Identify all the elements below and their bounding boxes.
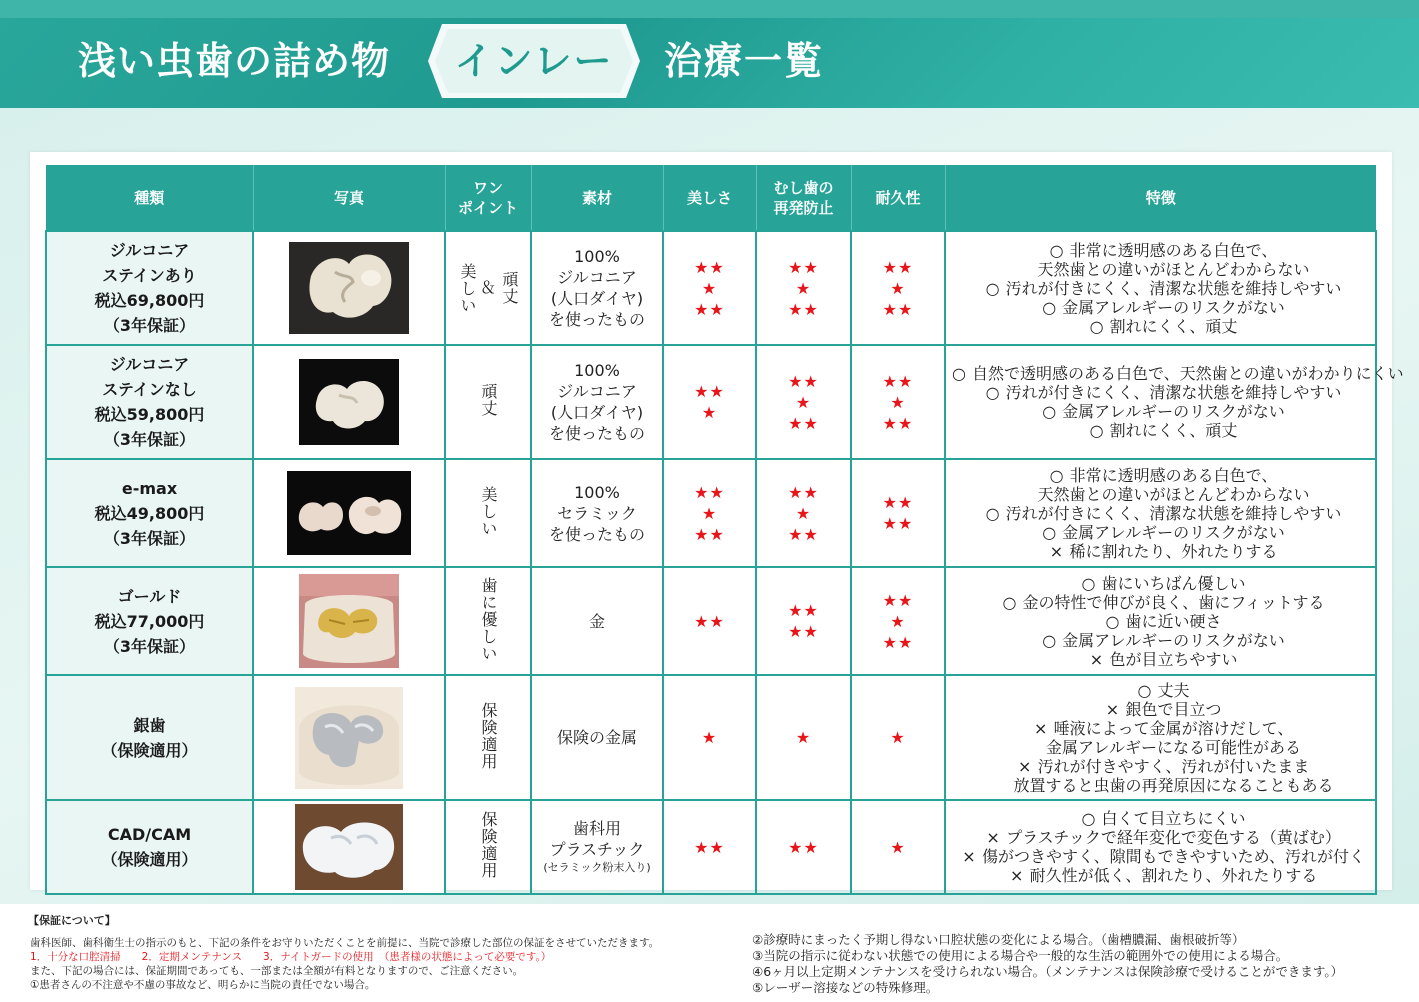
feature-item: ○ 金属アレルギーのリスクがない xyxy=(1042,297,1285,317)
table-row xyxy=(46,800,1376,894)
prevent-rating: ★★ ★ ★★ xyxy=(756,345,851,459)
feature-item-cont: 天然歯との違いがほとんどわからない xyxy=(1037,259,1310,279)
warranty-conditions xyxy=(30,936,659,992)
warranty-line: ③当院の指示に従わない状態での使用による場合や一般的な生活の範囲外での使用による場合。 xyxy=(752,948,1289,963)
photo-cell xyxy=(253,231,445,345)
warranty-exclusions xyxy=(752,932,1343,996)
col-header-beauty: 美しさ xyxy=(663,165,756,231)
point-cell: 歯に優しい xyxy=(445,567,531,675)
kind-cell: 銀歯 （保険適用） xyxy=(46,675,253,800)
feature-item: × 稀に割れたり、外れたりする xyxy=(1049,541,1278,561)
material-cell: 100% セラミック を使ったもの xyxy=(531,459,663,567)
warranty-requirements: 1．十分な口腔清掃 2．定期メンテナンス 3．ナイトガードの使用 （患者様の状態によって必要です。） xyxy=(30,951,552,963)
photo-cell xyxy=(253,459,445,567)
feature-item: ○ 歯にいちばん優しい xyxy=(1081,573,1246,593)
table-row xyxy=(46,231,1376,345)
prevent-rating: ★★ xyxy=(756,800,851,894)
table-row xyxy=(46,675,1376,800)
feature-item: ○ 自然で透明感のある白色で、天然歯との違いがわかりにくい xyxy=(952,364,1404,383)
kind-cell: ゴールド 税込77,000円 （3年保証） xyxy=(46,567,253,675)
durability-rating: ★★ ★ ★★ xyxy=(851,567,945,675)
durability-rating: ★ xyxy=(851,800,945,894)
feature-item: ○ 非常に透明感のある白色で、 xyxy=(1049,240,1278,260)
beauty-rating: ★★ ★ ★★ xyxy=(663,231,756,345)
photo-cell xyxy=(253,567,445,675)
kind-cell: ジルコニア ステインなし 税込59,800円 （3年保証） xyxy=(46,345,253,459)
feature-item: ○ 丈夫 xyxy=(1137,680,1190,700)
warranty-line: ⑤レーザー溶接などの特殊修理。 xyxy=(752,980,939,995)
warranty-line: 歯科医師、歯科衛生士の指示のもと、下記の条件をお守りいただくことを前提に、当院で診療した部位の保証をさせていただきます。 xyxy=(30,937,660,949)
inlay-comparison-table xyxy=(45,165,1404,895)
feature-item: ○ 歯に近い硬さ xyxy=(1105,611,1222,631)
warranty-line: ④6ヶ月以上定期メンテナンスを受けられない場合。（メンテナンスは保険診療で受けることができます。） xyxy=(752,964,1344,979)
page-title-left: 浅い虫歯の詰め物 xyxy=(78,39,391,83)
warranty-line: また、下記の場合には、保証期間であっても、一部または全額が有料となりますので、ご注意ください。 xyxy=(30,965,524,977)
feature-item: × 汚れが付きやすく、汚れが付いたまま xyxy=(1017,756,1310,776)
silver-photo xyxy=(295,687,403,789)
beauty-rating: ★★ ★ ★★ xyxy=(663,459,756,567)
features-cell xyxy=(945,675,1376,800)
point-cell: 美しい xyxy=(445,459,531,567)
feature-item: ○ 汚れが付きにくく、清潔な状態を維持しやすい xyxy=(985,503,1342,523)
durability-rating: ★ xyxy=(851,675,945,800)
zirconia-stain-photo xyxy=(289,242,409,334)
feature-item: ○ 汚れが付きにくく、清潔な状態を維持しやすい xyxy=(985,383,1342,402)
features-cell xyxy=(945,345,1404,459)
feature-item: × 耐久性が低く、割れたり、外れたりする xyxy=(1009,866,1318,885)
features-cell xyxy=(945,567,1376,675)
feature-item: × 銀色で目立つ xyxy=(1105,699,1222,719)
col-header-point: ワン ポイント xyxy=(445,165,531,231)
table-row xyxy=(46,345,1376,459)
feature-item: ○ 金属アレルギーのリスクがない xyxy=(1042,630,1285,650)
zirconia-plain-photo xyxy=(299,359,399,445)
kind-cell: ジルコニア ステインあり 税込69,800円 （3年保証） xyxy=(46,231,253,345)
table-row xyxy=(46,459,1376,567)
durability-rating: ★★ ★ ★★ xyxy=(851,345,945,459)
table-row xyxy=(46,567,1376,675)
col-header-kind: 種類 xyxy=(46,165,253,231)
feature-item-cont: 天然歯との違いがほとんどわからない xyxy=(1037,484,1310,504)
col-header-photo: 写真 xyxy=(253,165,445,231)
emax-photo xyxy=(287,471,411,555)
feature-item: ○ 白くて目立ちにくい xyxy=(1081,809,1246,828)
feature-item: ○ 金属アレルギーのリスクがない xyxy=(1042,402,1285,421)
beauty-rating: ★★ xyxy=(663,800,756,894)
durability-rating: ★★ ★★ xyxy=(851,459,945,567)
feature-item: ○ 割れにくく、頑丈 xyxy=(1089,421,1238,440)
feature-item: × 傷がつきやすく、隙間もできやすいため、汚れが付く xyxy=(962,847,1366,866)
photo-cell xyxy=(253,800,445,894)
table-header-row xyxy=(46,165,1376,231)
point-cell: 保険適用 xyxy=(445,675,531,800)
col-header-durability: 耐久性 xyxy=(851,165,945,231)
feature-item: × プラスチックで経年変化で変色する（黄ばむ） xyxy=(986,828,1341,847)
prevent-rating: ★★ ★ ★★ xyxy=(756,231,851,345)
feature-item-cont: 金属アレルギーになる可能性がある xyxy=(1046,737,1301,757)
feature-item: ○ 割れにくく、頑丈 xyxy=(1089,316,1238,336)
feature-item: ○ 非常に透明感のある白色で、 xyxy=(1049,465,1278,485)
point-cell: 保険適用 xyxy=(445,800,531,894)
feature-item: ○ 金の特性で伸びが良く、歯にフィットする xyxy=(1002,592,1325,612)
gold-photo xyxy=(299,574,399,668)
kind-cell: CAD/CAM （保険適用） xyxy=(46,800,253,894)
col-header-prevent: むし歯の 再発防止 xyxy=(756,165,851,231)
prevent-rating: ★★ ★★ xyxy=(756,567,851,675)
point-cell: 美しい ＆ 頑丈 xyxy=(445,231,531,345)
beauty-rating: ★★ xyxy=(663,567,756,675)
point-cell: 頑丈 xyxy=(445,345,531,459)
feature-item-cont: 放置すると虫歯の再発原因になることもある xyxy=(1013,775,1334,795)
material-cell: 歯科用 プラスチック (セラミック粉末入り) xyxy=(531,800,663,894)
warranty-line: ①患者さんの不注意や不慮の事故など、明らかに当院の責任でない場合。 xyxy=(30,979,376,991)
prevent-rating: ★★ ★ ★★ xyxy=(756,459,851,567)
inlay-title: インレー xyxy=(454,39,614,83)
feature-item: ○ 金属アレルギーのリスクがない xyxy=(1042,522,1285,542)
photo-cell xyxy=(253,345,445,459)
photo-cell xyxy=(253,675,445,800)
features-cell xyxy=(945,800,1376,894)
kind-cell: e-max 税込49,800円 （3年保証） xyxy=(46,459,253,567)
material-cell: 100% ジルコニア (人口ダイヤ) を使ったもの xyxy=(531,345,663,459)
cadcam-photo xyxy=(295,804,403,890)
warranty-line: ②診療時にまったく予期し得ない口腔状態の変化による場合。（歯槽膿漏、歯根破折等） xyxy=(752,932,1245,947)
col-header-material: 素材 xyxy=(531,165,663,231)
feature-item: × 唾液によって金属が溶けだして、 xyxy=(1033,718,1294,738)
beauty-rating: ★★ ★ xyxy=(663,345,756,459)
beauty-rating: ★ xyxy=(663,675,756,800)
prevent-rating: ★ xyxy=(756,675,851,800)
warranty-heading: 【保証について】 xyxy=(28,914,116,927)
inlay-title-badge xyxy=(428,24,640,98)
features-cell xyxy=(945,459,1376,567)
feature-item: × 色が目立ちやすい xyxy=(1089,649,1238,669)
feature-item: ○ 汚れが付きにくく、清潔な状態を維持しやすい xyxy=(985,278,1342,298)
col-header-features: 特徴 xyxy=(945,165,1376,231)
durability-rating: ★★ ★ ★★ xyxy=(851,231,945,345)
banner-top-strip xyxy=(0,0,1419,18)
page-title-right: 治療一覧 xyxy=(664,39,825,83)
material-cell: 保険の金属 xyxy=(531,675,663,800)
material-cell: 金 xyxy=(531,567,663,675)
features-cell xyxy=(945,231,1376,345)
material-cell: 100% ジルコニア (人口ダイヤ) を使ったもの xyxy=(531,231,663,345)
